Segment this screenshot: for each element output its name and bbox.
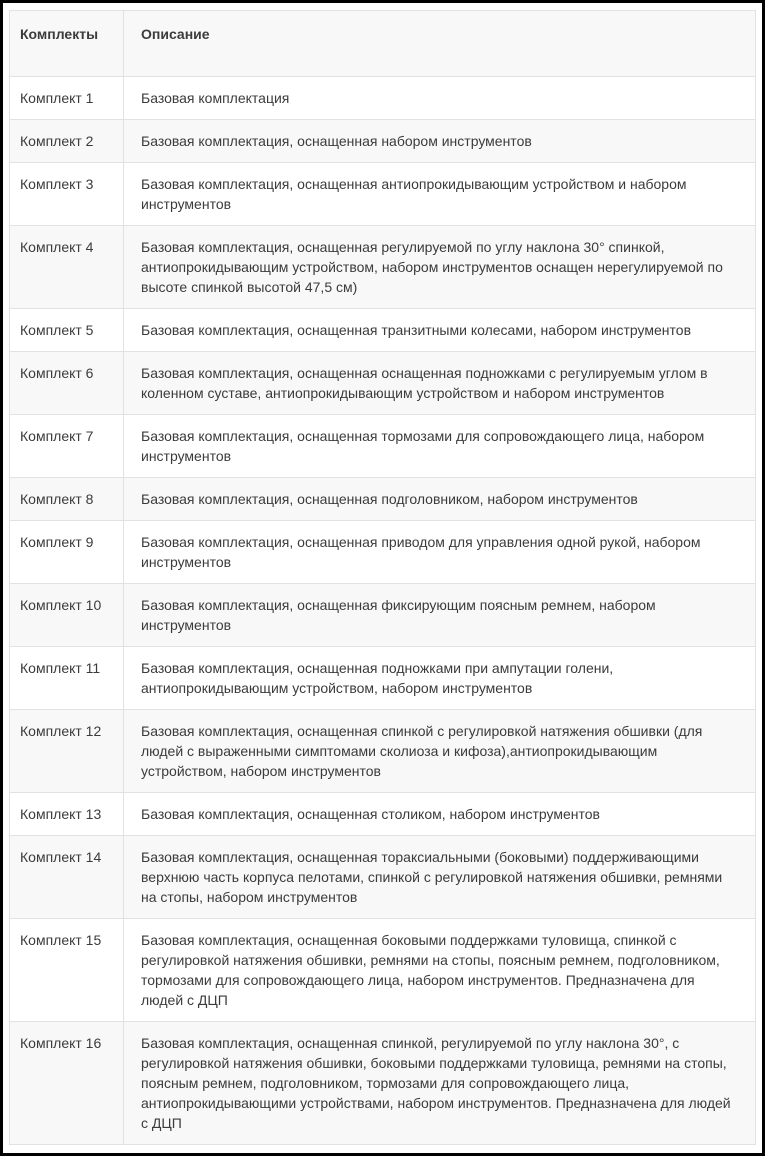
table-row [10,120,756,163]
kits-table [9,10,756,1145]
kit-name: Комплект 5 [10,309,124,352]
table-row [10,478,756,521]
kit-name: Комплект 16 [10,1022,124,1145]
kit-description: Базовая комплектация, оснащенная тораксиальными (боковыми) поддерживающими верхнюю часть корпуса пелотами, спинкой с регулировкой натяжения обшивки, ремнями на стопы, набором инструментов [124,836,756,919]
kit-name: Комплект 14 [10,836,124,919]
table-row [10,77,756,120]
kit-name: Комплект 10 [10,584,124,647]
table-row [10,521,756,584]
kit-name: Комплект 2 [10,120,124,163]
kit-description: Базовая комплектация, оснащенная приводом для управления одной рукой, набором инструментов [124,521,756,584]
kit-description: Базовая комплектация, оснащенная боковыми поддержками туловища, спинкой с регулировкой натяжения обшивки, ремнями на стопы, поясным ремнем, подголовником, тормозами для сопровождающего лица, набором инструментов. Предназначена для людей с ДЦП [124,919,756,1022]
table-row [10,352,756,415]
table-row [10,309,756,352]
kit-name: Комплект 7 [10,415,124,478]
kit-name: Комплект 6 [10,352,124,415]
kit-description: Базовая комплектация, оснащенная спинкой, регулируемой по углу наклона 30°, с регулировкой натяжения обшивки, боковыми поддержками туловища, ремнями на стопы, поясным ремнем, подголовником, тормозами для сопровождающего лица, антиопрокидывающими устройствами, набором инструментов. Предназначена для людей с ДЦП [124,1022,756,1145]
table-row [10,584,756,647]
kit-name: Комплект 4 [10,226,124,309]
kit-description: Базовая комплектация, оснащенная подножками при ампутации голени, антиопрокидывающим устройством, набором инструментов [124,647,756,710]
kit-description: Базовая комплектация, оснащенная фиксирующим поясным ремнем, набором инструментов [124,584,756,647]
kit-description: Базовая комплектация, оснащенная подголовником, набором инструментов [124,478,756,521]
kit-name: Комплект 12 [10,710,124,793]
kit-name: Комплект 9 [10,521,124,584]
table-header-row [10,11,756,77]
kit-name: Комплект 1 [10,77,124,120]
kit-description: Базовая комплектация, оснащенная спинкой с регулировкой натяжения обшивки (для людей с выраженными симптомами сколиоза и кифоза),антиопрокидывающим устройством, набором инструментов [124,710,756,793]
table-row [10,710,756,793]
kit-description: Базовая комплектация, оснащенная транзитными колесами, набором инструментов [124,309,756,352]
table-row [10,647,756,710]
column-header-kits: Комплекты [10,11,124,77]
kit-name: Комплект 8 [10,478,124,521]
kit-name: Комплект 11 [10,647,124,710]
kit-description: Базовая комплектация [124,77,756,120]
table-body [10,77,756,1145]
kit-description: Базовая комплектация, оснащенная регулируемой по углу наклона 30° спинкой, антиопрокидывающим устройством, набором инструментов оснащен нерегулируемой по высоте спинкой высотой 47,5 см) [124,226,756,309]
kit-description: Базовая комплектация, оснащенная столиком, набором инструментов [124,793,756,836]
kit-description: Базовая комплектация, оснащенная набором инструментов [124,120,756,163]
kit-name: Комплект 13 [10,793,124,836]
table-row [10,163,756,226]
kit-description: Базовая комплектация, оснащенная оснащенная подножками с регулируемым углом в коленном суставе, антиопрокидывающим устройством и набором инструментов [124,352,756,415]
kit-description: Базовая комплектация, оснащенная антиопрокидывающим устройством и набором инструментов [124,163,756,226]
table-row [10,415,756,478]
column-header-description: Описание [124,11,756,77]
table-row [10,793,756,836]
table-row [10,1022,756,1145]
kit-description: Базовая комплектация, оснащенная тормозами для сопровождающего лица, набором инструментов [124,415,756,478]
table-row [10,226,756,309]
table-row [10,836,756,919]
kit-name: Комплект 15 [10,919,124,1022]
kit-name: Комплект 3 [10,163,124,226]
table-row [10,919,756,1022]
